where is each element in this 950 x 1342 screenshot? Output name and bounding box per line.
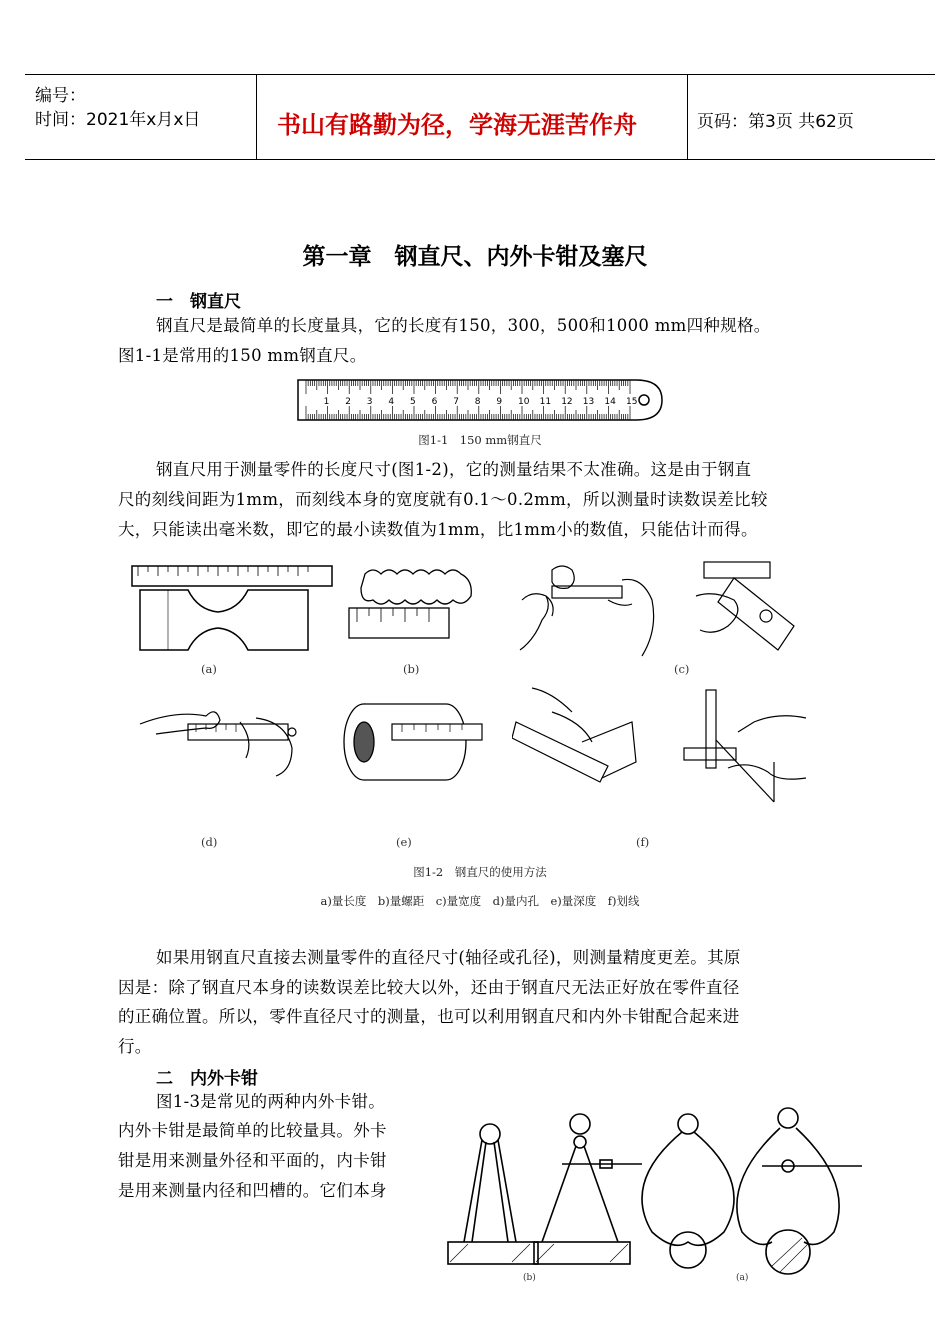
steel-ruler-figure — [296, 378, 666, 424]
paragraph-line: 钢直尺用于测量零件的长度尺寸(图1-2)，它的测量结果不太准确。这是由于钢直 — [156, 460, 752, 479]
paragraph-line: 如果用钢直尺直接去测量零件的直径尺寸(轴径或孔径)，则测量精度更差。其原 — [156, 948, 741, 967]
paragraph-line: 是用来测量内径和凹槽的。它们本身 — [118, 1181, 387, 1200]
ruler-number: 11 — [539, 397, 552, 407]
figure-panel-label: (b) — [523, 1273, 536, 1283]
ruler-number: 14 — [604, 397, 616, 407]
paragraph-line: 钢直尺是最简单的长度量具，它的长度有150，300，500和1000 mm四种规格。 — [156, 316, 771, 335]
section-heading: 一 钢直尺 — [156, 292, 241, 312]
paragraph-line: 行。 — [118, 1037, 152, 1056]
measure-length-illustration — [128, 560, 338, 660]
calipers-illustration — [442, 1102, 868, 1292]
measure-pitch-illustration — [345, 560, 485, 660]
section-heading: 二 内外卡钳 — [156, 1069, 258, 1089]
document-number-label: 编号： — [35, 86, 86, 106]
paragraph-line: 内外卡钳是最简单的比较量具。外卡 — [118, 1121, 387, 1140]
measure-width-illustration-2 — [694, 556, 804, 656]
figure-panel-label: (d) — [201, 835, 218, 849]
ruler-number: 7 — [453, 397, 459, 407]
ruler-number: 15 — [626, 397, 638, 407]
figure-caption: 图1-1 150 mm钢直尺 — [418, 433, 542, 447]
ruler-number: 8 — [474, 397, 481, 407]
paragraph-line: 尺的刻线间距为1mm，而刻线本身的宽度就有0.1～0.2mm，所以测量时读数误差比较 — [118, 490, 768, 509]
paragraph-line: 因是：除了钢直尺本身的读数误差比较大以外，还由于钢直尺无法正好放在零件直径 — [118, 978, 740, 997]
figure-panel-label: (e) — [396, 835, 412, 849]
ruler-number: 4 — [388, 397, 395, 407]
paragraph-line: 的正确位置。所以，零件直径尺寸的测量，也可以利用钢直尺和内外卡钳配合起来进 — [118, 1007, 740, 1026]
ruler-number: 13 — [582, 397, 595, 407]
ruler-number: 2 — [345, 397, 351, 407]
figure-panel-label: (a) — [201, 662, 217, 676]
ruler-number: 10 — [518, 397, 530, 407]
ruler-number: 6 — [431, 397, 438, 407]
ruler-number: 9 — [496, 397, 503, 407]
ruler-number: 5 — [410, 397, 416, 407]
chapter-title: 第一章 钢直尺、内外卡钳及塞尺 — [302, 244, 648, 270]
measure-bore-illustration — [136, 700, 306, 780]
figure-panel-label: (c) — [674, 662, 690, 676]
page-header — [25, 74, 935, 160]
paragraph-line: 图1-3是常见的两种内外卡钳。 — [156, 1092, 386, 1111]
header-motto: 书山有路勤为径，学海无涯苦作舟 — [277, 111, 637, 139]
figure-panel-label: (b) — [403, 662, 420, 676]
measure-width-illustration — [512, 560, 662, 660]
document-time-label: 时间：2021年x月x日 — [35, 110, 201, 130]
scribing-square-illustration — [678, 682, 813, 808]
ruler-number: 3 — [366, 397, 373, 407]
measure-depth-illustration — [336, 696, 486, 786]
ruler-numbers — [324, 397, 638, 407]
header-divider — [256, 75, 257, 159]
ruler-number: 12 — [561, 397, 573, 407]
paragraph-line: 钳是用来测量外径和平面的，内卡钳 — [118, 1151, 387, 1170]
figure-caption: 图1-2 钢直尺的使用方法 — [413, 865, 547, 879]
header-divider — [687, 75, 688, 159]
figure-panel-label: (f) — [636, 835, 650, 849]
figure-subcaption: a)量长度 b)量螺距 c)量宽度 d)量内孔 e)量深度 f)划线 — [320, 894, 640, 908]
paragraph-line: 图1-1是常用的150 mm钢直尺。 — [118, 346, 367, 365]
ruler-number: 1 — [323, 397, 330, 407]
scribing-illustration — [512, 682, 642, 792]
paragraph-line: 大，只能读出毫米数，即它的最小读数值为1mm，比1mm小的数值，只能估计而得。 — [118, 520, 758, 539]
page-number-label: 页码：第3页 共62页 — [697, 112, 854, 132]
figure-panel-label: (a) — [736, 1273, 749, 1283]
